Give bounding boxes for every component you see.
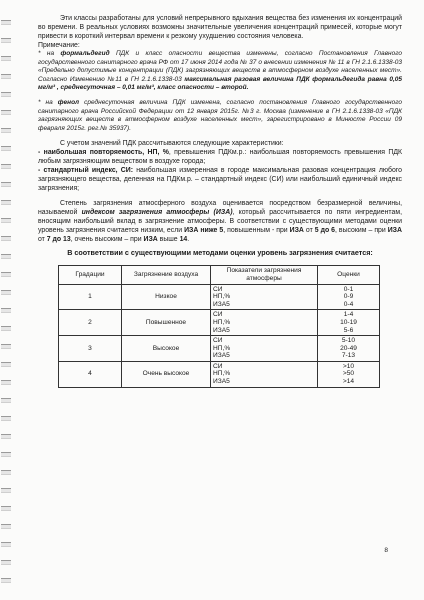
binder-mark xyxy=(1,488,11,493)
header-indicators: Показатели загрязнения атмосферы xyxy=(211,266,318,284)
table-row xyxy=(59,284,380,310)
binder-mark xyxy=(1,92,11,97)
indicator: НП,% xyxy=(213,293,231,301)
bullet-label: - наибольшая повторяемость, НП, % xyxy=(38,149,169,157)
binder-mark xyxy=(1,200,11,205)
score: >50 xyxy=(342,370,355,378)
binder-mark xyxy=(1,182,11,187)
scores-cell xyxy=(318,310,380,336)
note-bold-text: максимальная разовая величина ПДК формальдегида равна 0,05 мг/м³ , среднесуточная – 0,01 мг/м³, класс опасности – второй. xyxy=(38,75,403,92)
binder-mark xyxy=(1,290,11,295)
level-cell: Низкое xyxy=(122,284,211,310)
score: 7-13 xyxy=(341,352,356,360)
bold-run: ИЗА ниже 5 xyxy=(184,227,224,235)
text-run: , который рассчитывается по пяти ингредиентам, вносящим наибольший вклад в загрязнение атмосферы. В соответствии с существующими методами оценки уровень загрязнения считается низким, если xyxy=(38,209,402,235)
substance-name: формальдегид xyxy=(60,50,110,57)
binder-mark xyxy=(1,20,11,25)
score: 20-49 xyxy=(340,344,357,352)
pollution-levels-table xyxy=(58,265,380,387)
grade-cell: 2 xyxy=(59,310,122,336)
note-phenol xyxy=(38,99,402,133)
binder-mark xyxy=(1,110,11,115)
bold-run: ИЗА xyxy=(143,236,158,244)
binder-mark xyxy=(1,164,11,169)
binder-mark xyxy=(1,344,11,349)
indicator: СИ xyxy=(213,311,223,319)
page-number: 8 xyxy=(384,547,388,554)
bullet-standard-index xyxy=(38,166,402,193)
bullet-repeatability xyxy=(38,148,402,166)
text-run: . xyxy=(187,236,190,244)
text-run: , высоким – при xyxy=(335,227,388,235)
indicator: НП,% xyxy=(213,318,231,326)
binder-mark xyxy=(1,470,11,475)
indicator: СИ xyxy=(213,337,223,345)
text-run: Степень загрязнения атмосферного воздуха оценивается посредством безразмерной величины, называемой xyxy=(38,200,402,217)
binder-mark xyxy=(1,56,11,61)
binder-mark xyxy=(1,128,11,133)
indicator: СИ xyxy=(213,285,223,293)
binder-mark xyxy=(1,218,11,223)
scores-cell xyxy=(318,361,380,387)
grade-cell: 1 xyxy=(59,284,122,310)
score: >10 xyxy=(342,362,355,370)
binder-mark xyxy=(1,578,11,583)
document-body xyxy=(38,14,402,388)
level-cell: Высокое xyxy=(122,336,211,362)
note-star: * на xyxy=(38,50,61,57)
level-cell: Очень высокое xyxy=(122,361,211,387)
indicators-cell xyxy=(211,310,318,336)
bullet-text: наибольшая измеренная в городе максимальная разовая концентрация любого загрязняющего вещества, деленная на ПДКм.р. – стандартный индекс (СИ) или наибольший единичный индекс загрязнения; xyxy=(38,167,403,193)
grade-cell: 4 xyxy=(59,361,122,387)
note-formaldehyde xyxy=(38,50,402,93)
table-header-row xyxy=(59,266,380,284)
note-text: ПДК и класс опасности вещества изменены, согласно Постановления Главного государственного санитарного врача РФ от 17 июня 2014 года № 37 о внесении изменения № 11 в ГН 2.1.6.1338-03 «Предельно допустимые концентрации (ПДК) загрязняющих веществ в атмосферном воздухе населенных мест». Согласно Изменению №11 в ГН 2.1.6.1338-03 xyxy=(38,50,402,83)
score: 10-19 xyxy=(340,318,357,326)
binder-mark xyxy=(1,362,11,367)
binder-mark xyxy=(1,236,11,241)
text-run: , повышенным - при xyxy=(223,227,290,235)
bold-run: 14 xyxy=(179,236,188,244)
text-run: , очень высоким – при xyxy=(70,236,144,244)
bold-run: 5 до 6 xyxy=(314,227,335,235)
bullet-text: , превышения ПДКм.р.: наибольшая повторяемость превышения ПДК любым загрязняющим веществом в воздухе города; xyxy=(38,149,403,166)
bullet-label: - стандартный индекс, СИ: xyxy=(38,167,134,175)
scores-cell xyxy=(318,284,380,310)
note-label: Примечание: xyxy=(38,42,80,49)
header-scores: Оценки xyxy=(318,266,380,284)
scores-cell xyxy=(318,336,380,362)
binder-mark xyxy=(1,506,11,511)
bold-run: 7 до 13 xyxy=(46,236,71,244)
level-cell: Повышенное xyxy=(122,310,211,336)
score: 5-10 xyxy=(341,337,356,345)
binder-mark xyxy=(1,38,11,43)
score: 0-4 xyxy=(343,300,354,308)
binder-mark xyxy=(1,326,11,331)
table-row xyxy=(59,310,380,336)
term-iza: индексом загрязнения атмосферы (ИЗА) xyxy=(81,209,233,217)
table-heading: В соответствии с существующими методами оценки уровень загрязнения считается: xyxy=(67,248,373,258)
indicators-cell xyxy=(211,284,318,310)
binder-mark xyxy=(1,254,11,259)
note-text: среднесуточная величина ПДК изменена, согласно постановления Главного государственного санитарного врача Российской Федерации от 12 января 2015г. №3 г. Москва (изменение в ГН 2.1.6.1338-03 «ПДК загрязняющих веществ в атмосферном воздухе населенных мест», зарегистрировано в Минюсте России 09 февраля 2015г. рег.№ 35937). xyxy=(38,98,402,132)
bold-run: ИЗА xyxy=(387,227,402,235)
table-row xyxy=(59,361,380,387)
binder-mark xyxy=(1,560,11,565)
binder-mark xyxy=(1,542,11,547)
score: 1-4 xyxy=(343,311,354,319)
score: 0-1 xyxy=(343,285,354,293)
note-star: * на xyxy=(38,98,58,106)
indicator: ИЗА5 xyxy=(213,352,230,360)
text-run: от xyxy=(38,236,47,244)
binder-mark xyxy=(1,308,11,313)
paragraph-iza xyxy=(38,199,402,244)
binder-mark xyxy=(1,524,11,529)
indicator: НП,% xyxy=(213,370,231,378)
grade-cell: 3 xyxy=(59,336,122,362)
paragraph-characteristics: С учетом значений ПДК рассчитываются следующие характеристики: xyxy=(60,140,284,148)
indicator: ИЗА5 xyxy=(213,326,230,334)
table-row xyxy=(59,336,380,362)
indicator: ИЗА5 xyxy=(213,378,230,386)
binder-mark xyxy=(1,452,11,457)
binder-mark xyxy=(1,380,11,385)
binder-holes xyxy=(0,0,14,600)
score: 5-6 xyxy=(343,326,354,334)
paragraph-intro: Эти классы разработаны для условий непрерывного вдыхания вещества без изменения их концентраций во времени. В реальных условиях возможны значительные увеличения концентраций примесей, которые могут привести в короткий интервал времени к резкому ухудшению состояния человека. xyxy=(38,15,402,40)
binder-mark xyxy=(1,74,11,79)
score: >14 xyxy=(342,378,355,386)
indicators-cell xyxy=(211,361,318,387)
binder-mark xyxy=(1,398,11,403)
binder-mark xyxy=(1,416,11,421)
bold-run: ИЗА xyxy=(289,227,304,235)
binder-mark xyxy=(1,146,11,151)
indicator: СИ xyxy=(213,362,223,370)
binder-mark xyxy=(1,434,11,439)
header-grade: Градации xyxy=(59,266,122,284)
binder-mark xyxy=(1,272,11,277)
header-pollution: Загрязнение воздуха xyxy=(122,266,211,284)
indicators-cell xyxy=(211,336,318,362)
indicator: ИЗА5 xyxy=(213,300,230,308)
text-run: выше xyxy=(157,236,180,244)
substance-name: фенол xyxy=(57,98,80,106)
indicator: НП,% xyxy=(213,344,231,352)
score: 0-9 xyxy=(343,293,354,301)
text-run: от xyxy=(303,227,315,235)
